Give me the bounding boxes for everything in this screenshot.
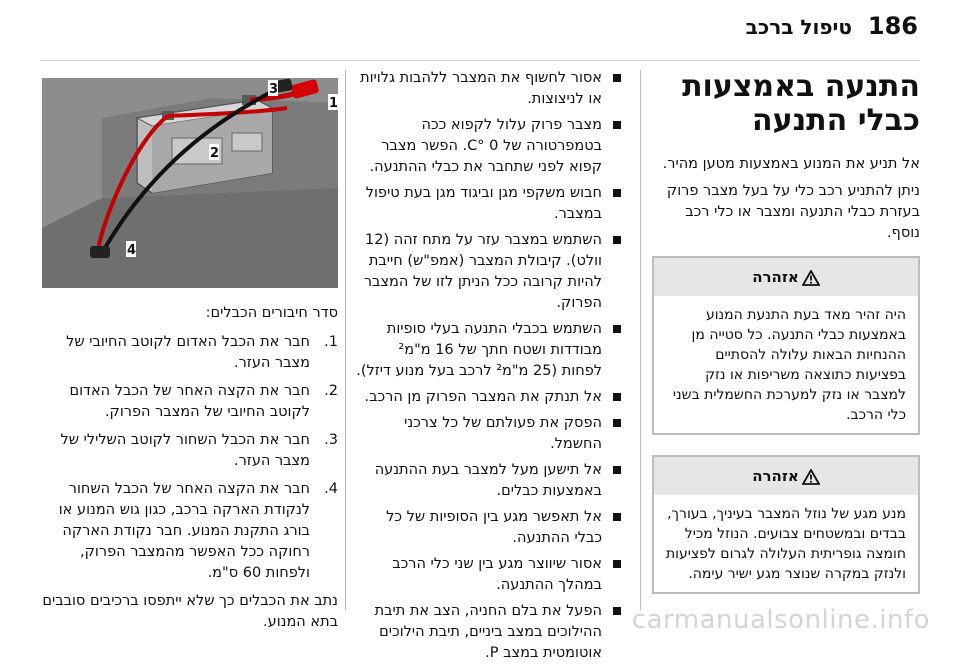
column-divider-right bbox=[640, 70, 641, 610]
list-item: חבוש משקפי מגן וביגוד מגן בעת טיפול במצבר. bbox=[355, 183, 622, 225]
warning-text: מנע מגע של נוזל המצבר בעיניך, בעורך, בבדים ובמשטחים צבועים. הנוזל מכיל חומצה גופריתית העלולה לגרום לפציעות ולנזק במקרה שנוצר מגע ישיר עימה. bbox=[665, 506, 906, 582]
engine-bay-illustration bbox=[42, 78, 338, 288]
list-item: השתמש בכבלי התנעה בעלי סופיות מבודדות ושטח חתך של 16 מ"מ² לפחות (25 מ"מ² לרכב בעל מנוע דיזל). bbox=[355, 319, 622, 382]
list-item: אל תאפשר מגע בין הסופיות של כל כבלי ההתנעה. bbox=[355, 507, 622, 549]
warning-triangle-icon bbox=[802, 270, 820, 286]
bullet-square-icon bbox=[613, 236, 621, 244]
bullet-square-icon bbox=[613, 393, 621, 401]
connection-heading: סדר חיבורים הכבלים: bbox=[205, 305, 338, 321]
callout-4: 4 bbox=[127, 243, 137, 258]
warning-header bbox=[654, 457, 918, 495]
warning-heading: אזהרה bbox=[752, 467, 799, 485]
list-item: הפסק את פעולתם של כל צרכני החשמל. bbox=[355, 413, 622, 455]
list-item: 1. חבר את הכבל האדום לקוטב החיובי של מצבר העזר. bbox=[66, 334, 338, 371]
list-item: 3. חבר את הכבל השחור לקוטב השלילי של מצבר העזר. bbox=[60, 432, 338, 469]
callout-2: 2 bbox=[210, 146, 220, 161]
intro-column bbox=[652, 70, 920, 594]
list-item: אל תנתק את המצבר הפרוק מן הרכב. bbox=[355, 387, 622, 408]
bullet-square-icon bbox=[613, 513, 621, 521]
warning-triangle-icon bbox=[802, 469, 820, 485]
list-item: הפעל את בלם החניה, הצב את תיבת ההילוכים במצב ביניים, תיבת הילוכים אוטומטית במצב P. bbox=[355, 601, 622, 664]
list-item: השתמש במצבר עזר על מתח זהה (12 וולט). קיבולת המצבר (אמפ"ש) חייבת להיות קרובה ככל הניתן לזו של המצבר הפרוק. bbox=[355, 230, 622, 314]
bullet-square-icon bbox=[613, 419, 621, 427]
safety-bullets bbox=[355, 68, 622, 669]
warning-box bbox=[652, 455, 920, 594]
warning-header bbox=[654, 258, 918, 296]
warning-text: היה זהיר מאד בעת התנעת המנוע באמצעות כבלי התנעה. כל סטייה מן ההנחיות הבאות עלולה להסתיים בפציעות כתוצאה משריפות או נזק למצבר או נזק למערכת החשמלית בשני כלי הרכב. bbox=[672, 307, 906, 423]
column-divider-left bbox=[345, 70, 346, 610]
page-header bbox=[0, 0, 960, 60]
bullet-square-icon bbox=[613, 466, 621, 474]
bullet-square-icon bbox=[613, 74, 621, 82]
intro-paragraph: ניתן להתניע רכב כלי על בעל מצבר פרוק בעזרת כבלי התנעה ומצבר או כלי רכב נוסף. bbox=[666, 183, 920, 241]
header-rule bbox=[40, 60, 920, 61]
jump-start-title: התנעה באמצעות כבלי התנעה bbox=[682, 69, 920, 138]
bullet-square-icon bbox=[613, 607, 621, 615]
list-item: אסור לחשוף את המצבר ללהבות גלויות או לניצוצות. bbox=[355, 68, 622, 110]
battery-jumper-figure bbox=[42, 78, 338, 288]
warning-box bbox=[652, 256, 920, 435]
list-item: 2. חבר את הקצה האחר של הכבל האדום לקוטב החיובי של המצבר הפרוק. bbox=[69, 383, 338, 420]
watermark: carmanualsonline.info bbox=[631, 605, 930, 635]
bullet-square-icon bbox=[613, 560, 621, 568]
bullet-square-icon bbox=[613, 325, 621, 333]
list-item: אל תישען מעל למצבר בעת ההתנעה באמצעות כבלים. bbox=[355, 460, 622, 502]
callout-1: 1 bbox=[329, 96, 338, 111]
section-title: טיפול ברכב bbox=[745, 15, 852, 39]
list-item: 4. חבר את הקצה האחר של הכבל השחור לנקודת הארקה ברכב, כגון גוש המנוע או בורג התקנת המנוע. חבר נקודת הארקה רחוקה ככל האפשר מהמצבר הפרוק, ולפחות 60 ס"מ. bbox=[58, 481, 338, 581]
warning-heading: אזהרה bbox=[752, 268, 799, 286]
routing-note: נתב את הכבלים כך שלא ייתפסו ברכיבים סובבים בתא המנוע. bbox=[42, 593, 338, 630]
bullet-square-icon bbox=[613, 121, 621, 129]
intro-paragraph: אל תניע את המנוע באמצעות מטען מהיר. bbox=[662, 156, 920, 172]
callout-3: 3 bbox=[269, 82, 279, 97]
bullet-square-icon bbox=[613, 189, 621, 197]
page-number: 186 bbox=[867, 12, 918, 40]
connection-order bbox=[42, 303, 338, 639]
list-item: מצבר פרוק עלול לקפוא ככה בטמפרטורה של 0 °C. הפשר מצבר קפוא לפני שתחבר את כבלי ההתנעה. bbox=[355, 115, 622, 178]
list-item: אסור שיווצר מגע בין שני כלי הרכב במהלך ההתנעה. bbox=[355, 554, 622, 596]
